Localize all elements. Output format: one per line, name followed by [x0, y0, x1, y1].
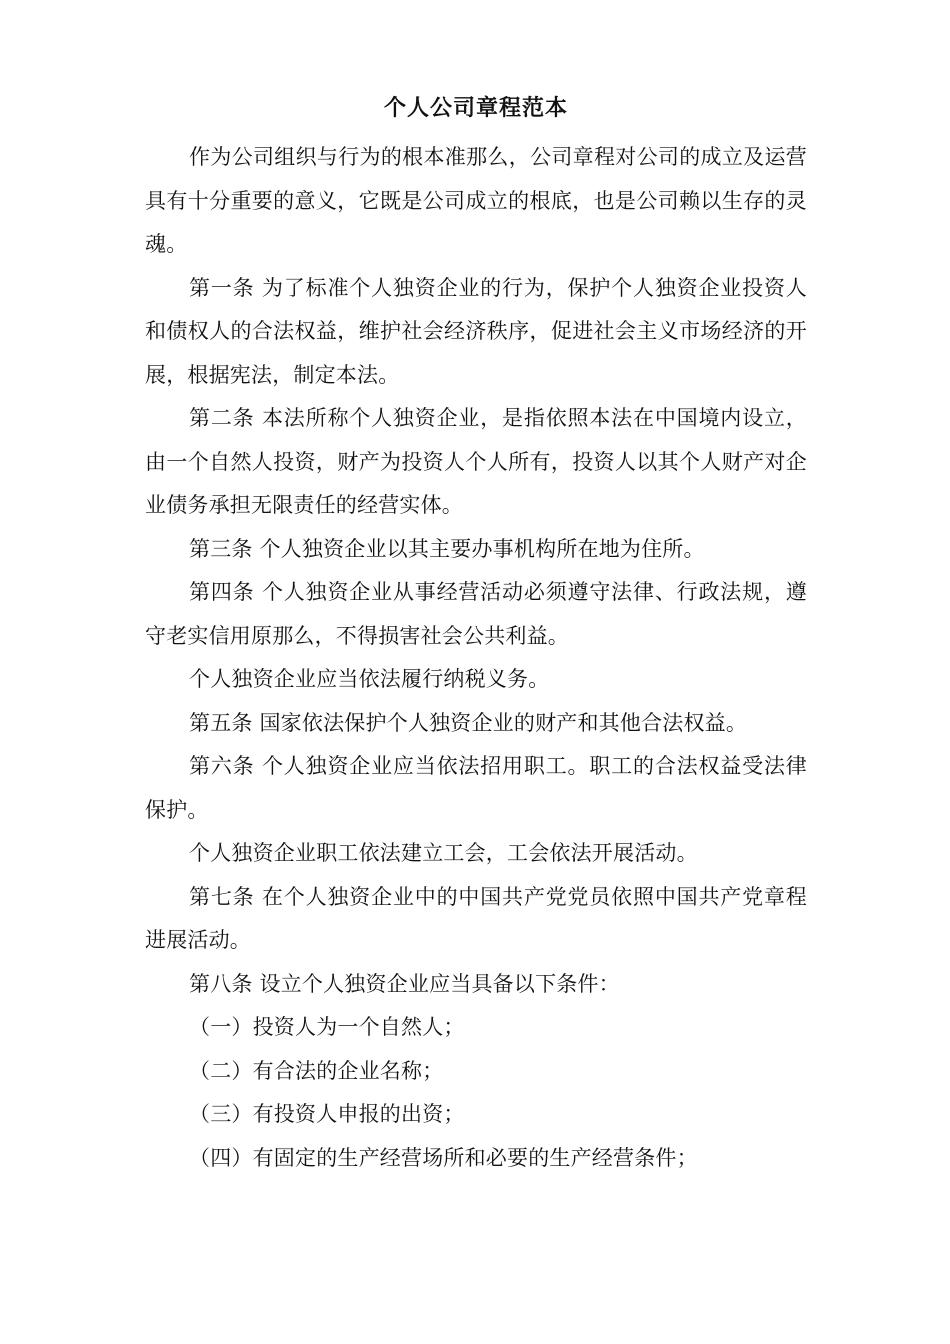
paragraph-article-6-union: 个人独资企业职工依法建立工会，工会依法开展活动。: [189, 841, 698, 865]
document-title: 个人公司章程范本: [383, 96, 568, 121]
paragraph-article-4-tax: 个人独资企业应当依法履行纳税义务。: [189, 667, 550, 691]
list-item-condition-4: （四）有固定的生产经营场所和必要的生产经营条件；: [189, 1145, 698, 1170]
paragraph-article-2: 第二条 本法所称个人独资企业，是指依照本法在中国境内设立，由一个自然人投资，财产为投资人个人所有，投资人以其个人财产对企业债务承担无限责任的经营实体。: [145, 406, 807, 517]
paragraph-article-6: 第六条 个人独资企业应当依法招用职工。职工的合法权益受法律保护。: [145, 754, 807, 822]
paragraph-article-3: 第三条 个人独资企业以其主要办事机构所在地为住所。: [189, 536, 705, 561]
paragraph-article-4: 第四条 个人独资企业从事经营活动必须遵守法律、行政法规，遵守老实信用原那么，不得损害社会公共利益。: [145, 580, 807, 648]
list-item-condition-2: （二）有合法的企业名称；: [189, 1058, 444, 1083]
list-item-condition-1: （一）投资人为一个自然人；: [189, 1015, 465, 1039]
paragraph-article-8: 第八条 设立个人独资企业应当具备以下条件：: [189, 971, 620, 996]
paragraph-article-5: 第五条 国家依法保护个人独资企业的财产和其他合法权益。: [189, 710, 748, 735]
paragraph-article-7: 第七条 在个人独资企业中的中国共产党党员依照中国共产党章程进展活动。: [145, 884, 807, 952]
document-page: [145, 92, 807, 1180]
list-item-condition-3: （三）有投资人申报的出资；: [189, 1102, 465, 1126]
paragraph-intro: 作为公司组织与行为的根本准那么，公司章程对公司的成立及运营具有十分重要的意义，它既是公司成立的根底，也是公司赖以生存的灵魂。: [145, 145, 807, 256]
paragraph-article-1: 第一条 为了标准个人独资企业的行为，保护个人独资企业投资人和债权人的合法权益，维护社会经济秩序，促进社会主义市场经济的开展，根据宪法，制定本法。: [145, 275, 807, 387]
